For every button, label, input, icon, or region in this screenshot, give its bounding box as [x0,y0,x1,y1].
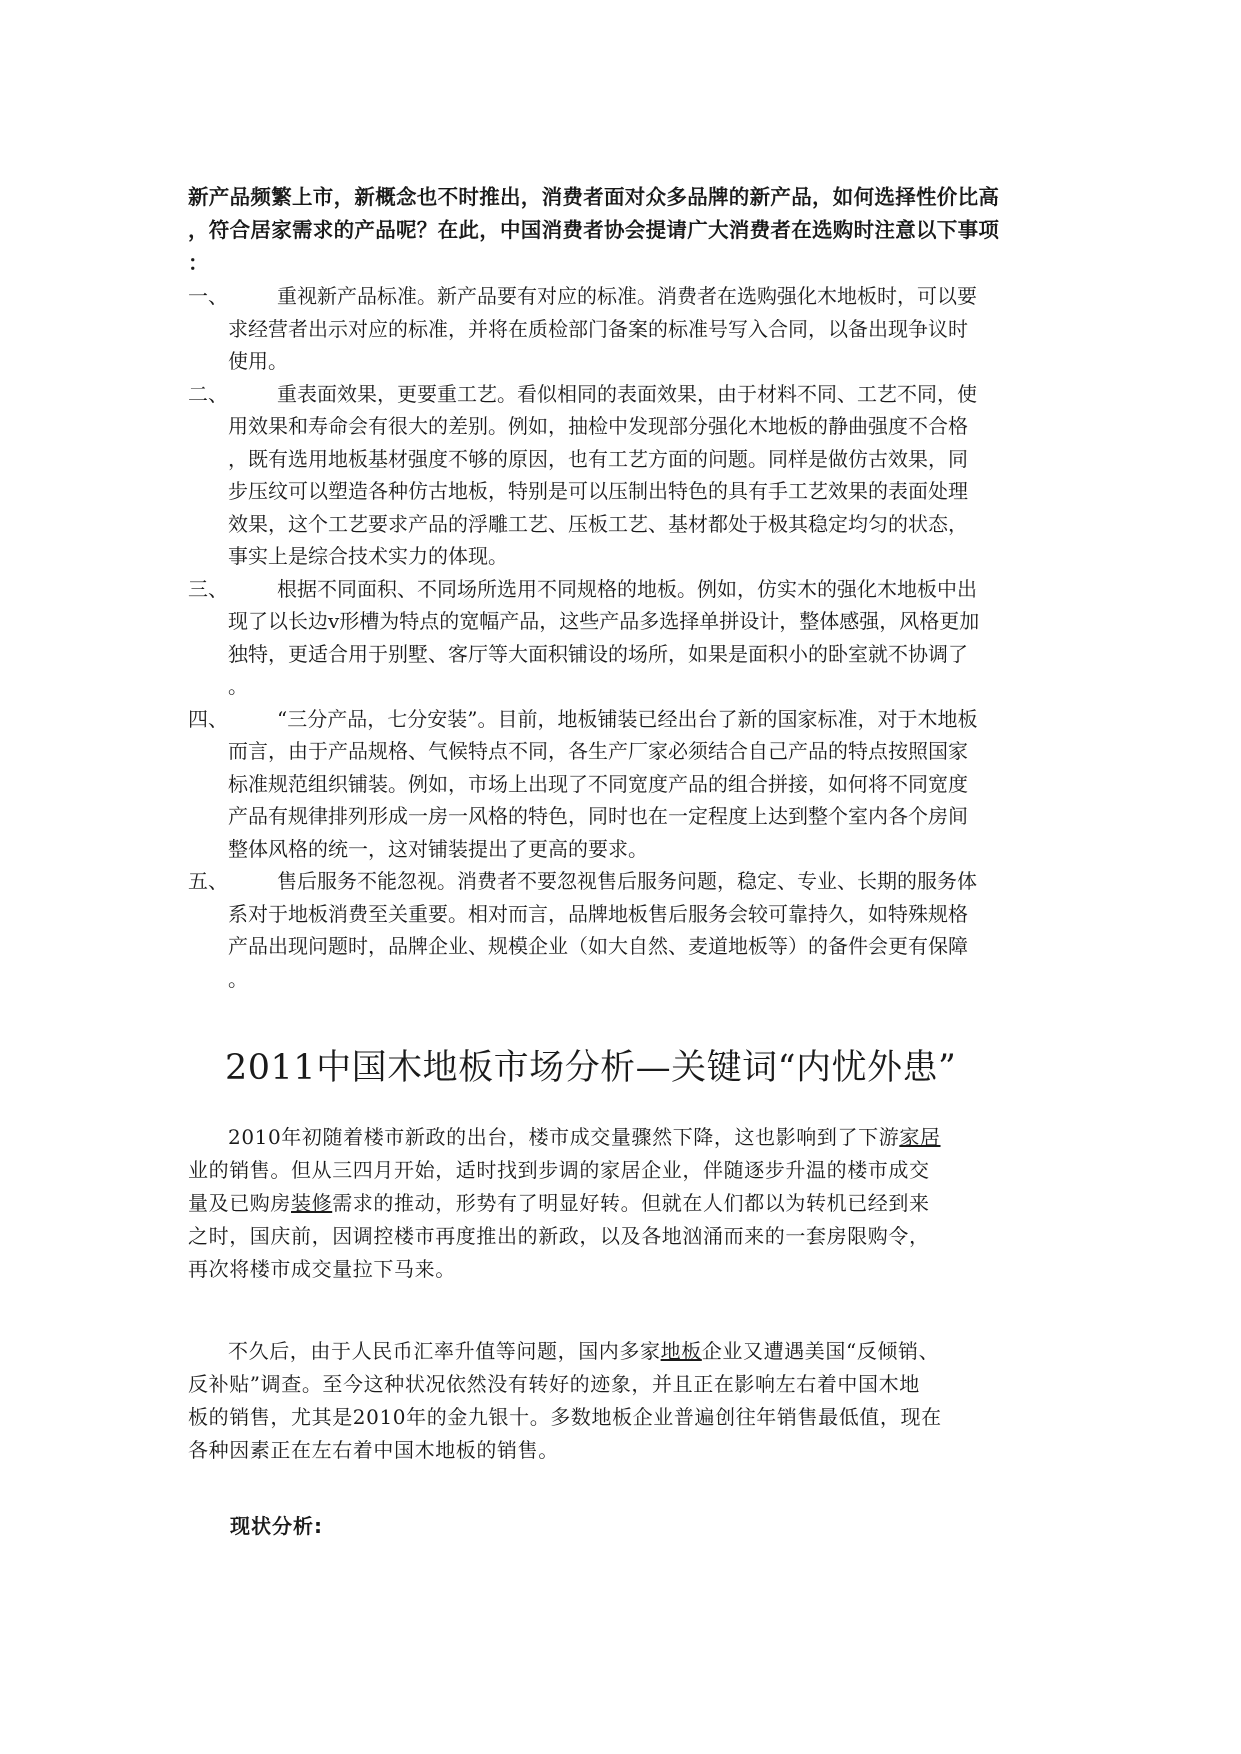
intro-line: ： [188,251,209,275]
list-item-line: 重表面效果，更要重工艺。看似相同的表面效果，由于材料不同、工艺不同，使 [277,381,977,406]
text-run: 需求的推动，形势有了明显好转。但就在人们都以为转机已经到来 [332,1191,930,1215]
list-item-line: 事实上是综合技术实力的体现。 [228,544,508,568]
intro-line: 新产品频繁上市，新概念也不时推出，消费者面对众多品牌的新产品，如何选择性价比高 [188,185,1000,209]
list-item [188,378,1068,573]
list-item-number: 四、 [188,706,228,731]
list-item-line: 。 [228,966,248,991]
list-item-line: 求经营者出示对应的标准，并将在质检部门备案的标准号写入合同，以备出现争议时 [228,316,968,341]
link-jiaju[interactable]: 家居 [899,1125,941,1149]
intro-line: ，符合居家需求的产品呢？在此，中国消费者协会提请广大消费者在选购时注意以下事项 [188,218,1000,242]
list-item-number: 五、 [188,869,228,893]
text-run: 企业又遭遇美国“反倾销、 [701,1339,940,1363]
list-item-line: 产品有规律排列形成一房一风格的特色，同时也在一定程度上达到整个室内各个房间 [228,804,968,828]
list-item-number: 二、 [188,381,228,406]
text-run: 量及已购房 [188,1191,291,1215]
list-item-line: 。 [228,674,248,698]
list-item-line: “三分产品，七分安装”。目前，地板铺装已经出台了新的国家标准，对于木地板 [277,706,978,731]
list-item-line: 整体风格的统一，这对铺装提出了更高的要求。 [228,836,648,861]
paragraph-line: 之时，国庆前，因调控楼市再度推出的新政，以及各地汹涌而来的一套房限购令， [188,1224,930,1248]
list-item-line: 重视新产品标准。新产品要有对应的标准。消费者在选购强化木地板时，可以要 [277,284,977,308]
paragraph-line: 业的销售。但从三四月开始，适时找到步调的家居企业，伴随逐步升温的楼市成交 [188,1158,930,1182]
list-item-number: 三、 [188,576,228,601]
list-item-line: 产品出现问题时，品牌企业、规模企业（如大自然、麦道地板等）的备件会更有保障 [228,934,968,958]
list-item-line: ，既有选用地板基材强度不够的原因，也有工艺方面的问题。同样是做仿古效果，同 [228,446,968,471]
paragraph-line: 反补贴”调查。至今这种状况依然没有转好的迹象，并且正在影响左右着中国木地 [188,1372,920,1396]
list-item-line: 效果，这个工艺要求产品的浮雕工艺、压板工艺、基材都处于极其稳定均匀的状态， [228,511,968,536]
article-paragraph [188,1121,1068,1286]
list-item-line: 标准规范组织铺装。例如，市场上出现了不同宽度产品的组合拼接，如何将不同宽度 [228,771,968,796]
paragraph-line [188,1335,1068,1368]
list-item-line: 售后服务不能忽视。消费者不要忽视售后服务问题，稳定、专业、长期的服务体 [277,869,977,893]
paragraph-line: 板的销售，尤其是2010年的金九银十。多数地板企业普遍创往年销售最低值，现在 [188,1405,942,1429]
list-item-line: 步压纹可以塑造各种仿古地板，特别是可以压制出特色的具有手工艺效果的表面处理 [228,479,968,503]
list-item-line: 使用。 [228,349,288,373]
section-subheading: 现状分析: [230,1514,323,1538]
list-item [188,280,1068,378]
article-paragraph [188,1335,1068,1467]
tips-list [188,280,1068,995]
list-item-line: 而言，由于产品规格、气候特点不同，各生产厂家必须结合自己产品的特点按照国家 [228,739,968,763]
list-item [188,573,1068,703]
list-item-line: 系对于地板消费至关重要。相对而言，品牌地板售后服务会较可靠持久，如特殊规格 [228,901,968,926]
link-diban[interactable]: 地板 [660,1339,702,1363]
paragraph-line [188,1121,1068,1154]
link-zhuangxiu[interactable]: 装修 [291,1191,333,1215]
list-item-line: 用效果和寿命会有很大的差别。例如，抽检中发现部分强化木地板的静曲强度不合格 [228,414,968,438]
article-headline: 2011中国木地板市场分析—关键词“内忧外患” [225,1048,957,1088]
text-run: 不久后，由于人民币汇率升值等问题，国内多家 [228,1339,661,1363]
list-item-number: 一、 [188,284,228,308]
paragraph-line: 各种因素正在左右着中国木地板的销售。 [188,1438,559,1462]
list-item [188,865,1068,995]
list-item-line: 独特，更适合用于别墅、客厅等大面积铺设的场所，如果是面积小的卧室就不协调了 [228,641,968,666]
list-item-line: 现了以长边v形槽为特点的宽幅产品，这些产品多选择单拼设计，整体感强，风格更加 [228,609,980,633]
paragraph-line: 再次将楼市成交量拉下马来。 [188,1257,456,1281]
list-item [188,703,1068,866]
list-item-line: 根据不同面积、不同场所选用不同规格的地板。例如，仿实木的强化木地板中出 [277,576,977,601]
text-run: 2010年初随着楼市新政的出台，楼市成交量骤然下降，这也影响到了下游 [228,1125,900,1149]
intro-paragraph [188,181,1058,280]
paragraph-line [188,1187,1068,1220]
